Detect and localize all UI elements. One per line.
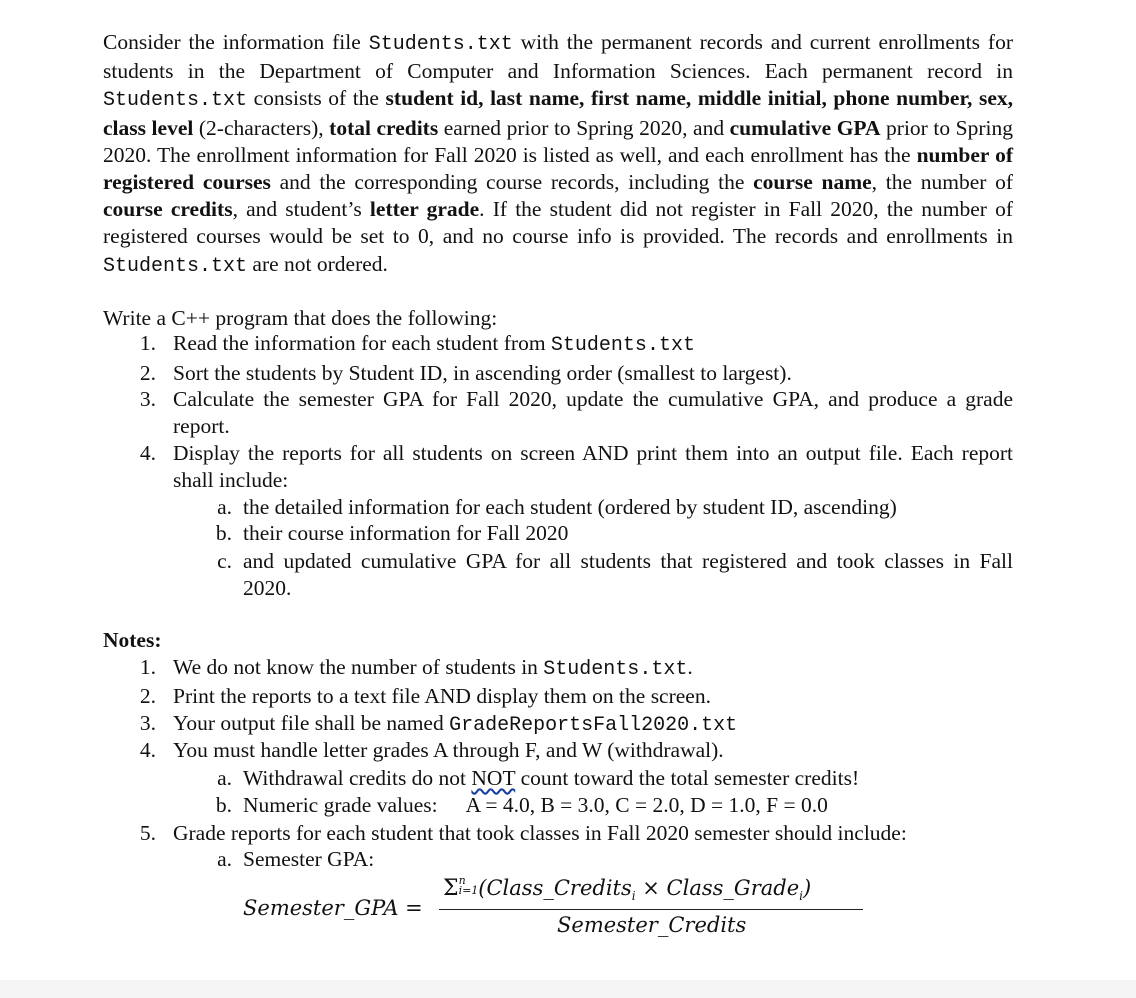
list-item: Sort the students by Student ID, in ascending order (smallest to largest).	[173, 361, 792, 385]
list-number: 2.	[139, 361, 156, 385]
sublist-letter: a.	[217, 495, 232, 519]
intro-paragraph	[103, 29, 1013, 280]
page-bottom-edge	[0, 980, 1136, 998]
sublist-letter: c.	[217, 549, 232, 573]
list-item: Print the reports to a text file AND display them on the screen.	[173, 684, 711, 708]
list-item: You must handle letter grades A through F, and W (withdrawal).	[173, 738, 724, 762]
grade-values: A = 4.0, B = 3.0, C = 2.0, D = 1.0, F = 0.0	[465, 793, 828, 817]
list-number: 2.	[139, 684, 156, 708]
intro-text: (2-characters),	[193, 115, 330, 140]
bold-term: number of registered courses	[103, 142, 1014, 195]
sublist-item: Withdrawal credits do not NOT count toward the total semester credits!	[243, 766, 860, 790]
sublist-item: and updated cumulative GPA for all students that registered and took classes in Fall 2020.	[243, 549, 1013, 600]
semester-gpa-formula	[243, 872, 883, 942]
sublist-letter: a.	[217, 847, 232, 871]
intro-text: and the corresponding course records, including the	[270, 170, 754, 195]
filename-code: Students.txt	[550, 334, 695, 357]
list-number: 3.	[139, 711, 156, 735]
intro-text: with the permanent records and current enrollments for students in the Department of Computer and Information Sciences. Each permanent record in	[103, 30, 1013, 84]
formula-numerator: Σn i=1(Class_Credits$_i$ × Class_Grade$_i$)	[443, 874, 812, 904]
list-number: 4.	[139, 441, 156, 465]
intro-text: . If the student did not register in Fall 2020, the number of registered courses would be set to 0, and no course info is provided. The records and enrollments in	[103, 197, 1013, 249]
bold-term: total credits	[329, 115, 439, 140]
intro-text: are not ordered.	[247, 251, 388, 276]
list-item: Display the reports for all students on screen AND print them into an output file. Each report shall include:	[173, 441, 1013, 492]
list-item: Your output file shall be named GradeReportsFall2020.txt	[173, 711, 738, 737]
filename-code: Students.txt	[543, 658, 688, 681]
fraction-bar	[439, 909, 863, 910]
sublist-letter: a.	[217, 766, 232, 790]
list-number: 4.	[139, 738, 156, 762]
intro-text: , the number of	[871, 170, 1014, 195]
task-heading: Write a C++ program that does the following:	[103, 306, 498, 330]
list-number: 1.	[139, 655, 156, 679]
list-item: We do not know the number of students in Students.txt.	[173, 655, 693, 681]
filename-code: GradeReportsFall2020.txt	[449, 714, 738, 737]
list-number: 1.	[139, 331, 156, 355]
notes-heading: Notes:	[103, 628, 162, 652]
list-item: Calculate the semester GPA for Fall 2020, update the cumulative GPA, and produce a grade report.	[173, 387, 1013, 438]
sublist-item: Numeric grade values: A = 4.0, B = 3.0, C = 2.0, D = 1.0, F = 0.0	[243, 793, 828, 817]
sum-symbol: Σ	[443, 876, 459, 901]
filename-code: Students.txt	[368, 33, 513, 56]
filename-code: Students.txt	[103, 254, 248, 278]
intro-text: , and student’s	[232, 197, 370, 222]
list-number: 5.	[139, 821, 156, 845]
sublist-item: their course information for Fall 2020	[243, 521, 569, 545]
bold-term: course name	[753, 170, 872, 195]
bold-term: letter grade	[369, 197, 480, 222]
bold-term: student id, last name, first name, middle initial, phone number, sex, class level	[103, 86, 1013, 140]
intro-text: earned prior to Spring 2020, and	[438, 115, 730, 140]
sublist-item: the detailed information for each student (ordered by student ID, ascending)	[243, 495, 897, 519]
list-item: Grade reports for each student that took classes in Fall 2020 semester should include:	[173, 821, 907, 845]
intro-text: prior to Spring 2020. The enrollment information for Fall 2020 is listed as well, and each enrollment has the	[103, 115, 1013, 167]
bold-term: course credits	[103, 197, 233, 222]
list-number: 3.	[139, 387, 156, 411]
intro-text: Consider the information file	[103, 30, 369, 54]
list-item: Read the information for each student from Students.txt	[173, 331, 695, 357]
sublist-item: Semester GPA:	[243, 847, 375, 871]
filename-code: Students.txt	[103, 89, 248, 113]
bold-term: cumulative GPA	[729, 115, 881, 140]
intro-text: consists of the	[247, 86, 386, 111]
sublist-letter: b.	[215, 521, 232, 545]
formula-denominator: Semester_Credits	[557, 913, 747, 937]
spellcheck-flag: NOT	[471, 766, 516, 790]
sublist-letter: b.	[215, 793, 232, 817]
formula-lhs: Semester_GPA =	[243, 896, 423, 920]
